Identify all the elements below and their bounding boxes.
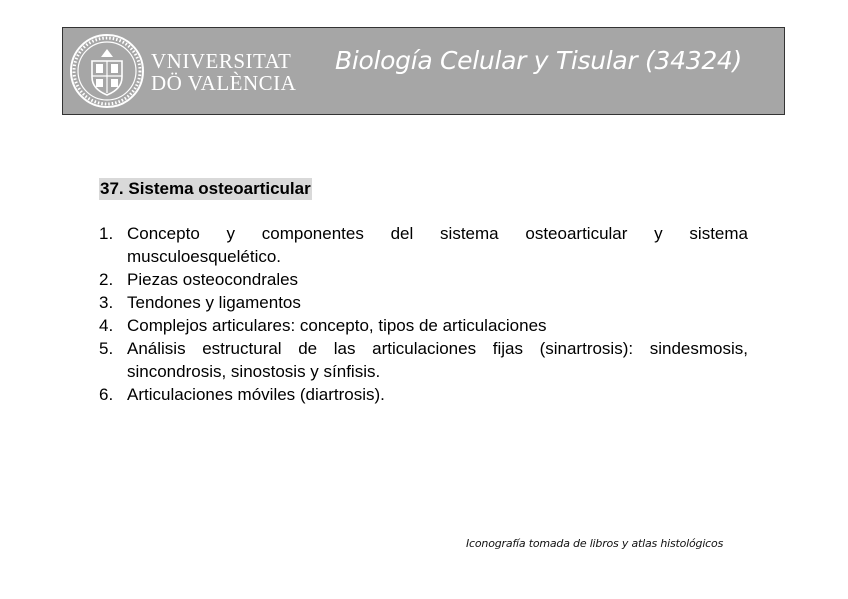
list-item-text: Concepto y componentes del sistema osteoarticular y sistema musculoesquelético. <box>127 224 748 266</box>
university-seal-logo <box>69 33 145 109</box>
list-item-text: Complejos articulares: concepto, tipos de articulaciones <box>127 316 547 335</box>
section-heading: 37. Sistema osteoarticular <box>100 179 311 198</box>
list-item-text: Piezas osteocondrales <box>127 270 299 289</box>
course-title: Biología Celular y Tisular (34324) <box>335 46 742 75</box>
header-banner <box>62 27 785 115</box>
list-item-number: 2. <box>99 270 114 289</box>
list-item-text: Tendones y ligamentos <box>127 293 301 312</box>
list-item-number: 3. <box>99 293 114 312</box>
university-name <box>151 50 296 94</box>
list-item-number: 5. <box>99 339 114 358</box>
list-item-number: 6. <box>99 385 114 404</box>
footer-note: Iconografía tomada de libros y atlas histológicos <box>466 537 724 550</box>
list-item-number: 4. <box>99 316 114 335</box>
topic-list <box>99 222 748 406</box>
list-item-text: Articulaciones móviles (diartrosis). <box>127 385 385 404</box>
university-name-line2: DÖ VALÈNCIA <box>151 71 297 95</box>
list-item <box>99 291 748 314</box>
list-item <box>99 383 748 406</box>
list-item <box>99 314 748 337</box>
list-item <box>99 268 748 291</box>
university-name-line1: VNIVERSITAT <box>151 49 292 73</box>
list-item <box>99 222 748 268</box>
list-item <box>99 337 748 383</box>
list-item-text: Análisis estructural de las articulaciones fijas (sinartrosis): sindesmosis, sincondrosis, sinostosis y sínfisis. <box>127 339 748 381</box>
list-item-number: 1. <box>99 224 114 243</box>
